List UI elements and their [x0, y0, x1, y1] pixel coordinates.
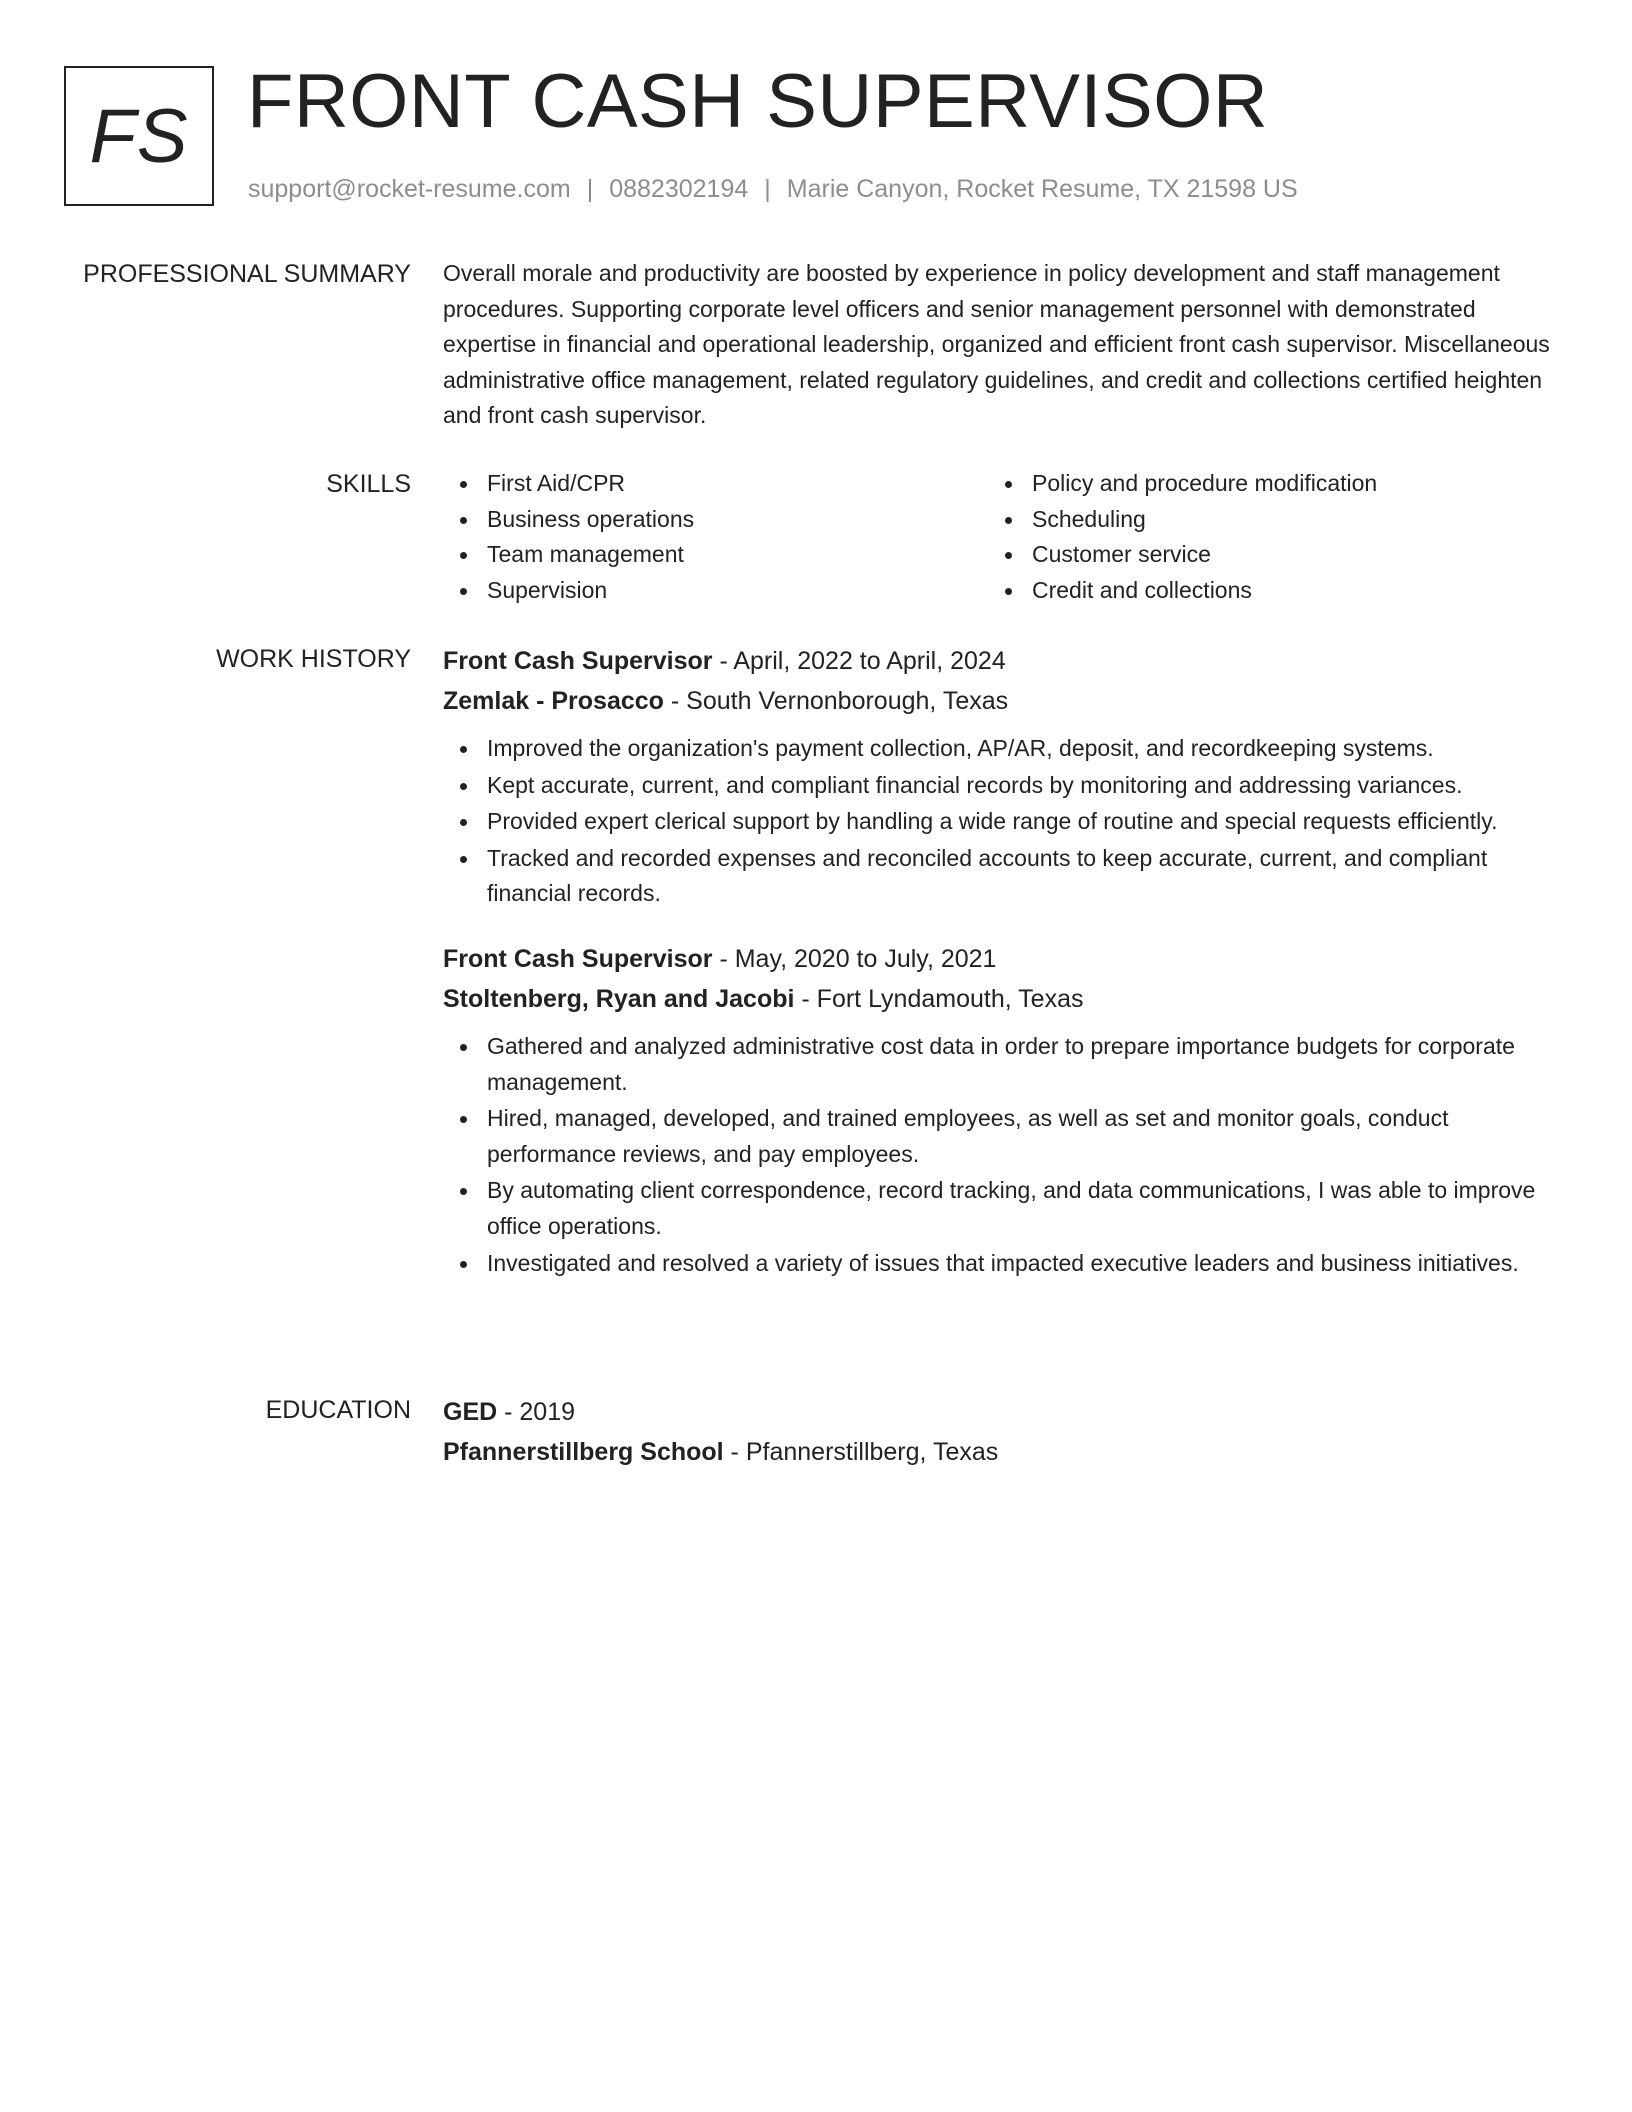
- section-label-summary: PROFESSIONAL SUMMARY: [83, 260, 411, 288]
- skill-item: Business operations: [487, 502, 988, 538]
- contact-email: support@rocket-resume.com: [248, 175, 571, 203]
- contact-separator: |: [764, 175, 771, 203]
- job-bullet: Gathered and analyzed administrative cost data in order to prepare importance budgets for corporate management.: [487, 1029, 1553, 1100]
- section-label-education: EDUCATION: [265, 1396, 411, 1424]
- education-degree-line: GED - 2019: [443, 1398, 576, 1426]
- skills-body: [443, 466, 1553, 608]
- summary-body: [443, 256, 1553, 434]
- job-dates: April, 2022 to April, 2024: [733, 647, 1006, 675]
- skill-item: Policy and procedure modification: [1032, 466, 1533, 502]
- job-company: Stoltenberg, Ryan and Jacobi: [443, 984, 795, 1013]
- job-bullet: Tracked and recorded expenses and reconciled accounts to keep accurate, current, and compliant financial records.: [487, 841, 1553, 912]
- job-title-line: Front Cash Supervisor - April, 2022 to April, 2024: [443, 647, 1006, 675]
- skill-item: Team management: [487, 537, 988, 573]
- job-entry: [443, 641, 1553, 912]
- education-school: Pfannerstillberg School: [443, 1438, 724, 1466]
- education-body: [443, 1392, 1553, 1472]
- job-location: Fort Lyndamouth, Texas: [816, 984, 1084, 1013]
- job-bullet: Improved the organization's payment collection, AP/AR, deposit, and recordkeeping systems.: [487, 731, 1553, 767]
- contact-separator: |: [586, 175, 594, 203]
- skills-column-right: [988, 466, 1533, 608]
- education-degree: GED: [443, 1398, 498, 1426]
- page-title: FRONT CASH SUPERVISOR: [247, 59, 1269, 144]
- job-location: South Vernonborough, Texas: [686, 687, 1009, 715]
- job-title: Front Cash Supervisor: [443, 647, 713, 675]
- job-bullet: By automating client correspondence, record tracking, and data communications, I was able to improve office operations.: [487, 1173, 1553, 1244]
- skill-item: Scheduling: [1032, 502, 1533, 538]
- job-bullet: Hired, managed, developed, and trained employees, as well as set and monitor goals, conduct performance reviews, and pay employees.: [487, 1101, 1553, 1172]
- contact-line: [248, 174, 1298, 204]
- monogram-logo: FS: [64, 66, 214, 206]
- job-bullet: Provided expert clerical support by handling a wide range of routine and special requests efficiently.: [487, 804, 1553, 840]
- education-school-line: Pfannerstillberg School - Pfannerstillberg, Texas: [443, 1438, 999, 1466]
- section-label-work-history: WORK HISTORY: [216, 645, 411, 673]
- job-dates: May, 2020 to July, 2021: [734, 944, 997, 973]
- skill-item: Customer service: [1032, 537, 1533, 573]
- job-bullet: Kept accurate, current, and compliant financial records by monitoring and addressing variances.: [487, 768, 1553, 804]
- job-entry: [443, 939, 1553, 1281]
- contact-phone: 0882302194: [609, 175, 749, 203]
- skills-grid: [443, 466, 1553, 608]
- education-location: Pfannerstillberg, Texas: [745, 1438, 999, 1466]
- job-bullet: Investigated and resolved a variety of issues that impacted executive leaders and business initiatives.: [487, 1246, 1553, 1282]
- job-company: Zemlak - Prosacco: [443, 687, 664, 715]
- contact-address: Marie Canyon, Rocket Resume, TX 21598 US: [786, 175, 1298, 203]
- skills-column-left: [443, 466, 988, 608]
- job-company-line: Stoltenberg, Ryan and Jacobi - Fort Lyndamouth, Texas: [443, 984, 1084, 1013]
- skill-item: Credit and collections: [1032, 573, 1533, 609]
- work-history-body: [443, 641, 1553, 1282]
- skill-item: First Aid/CPR: [487, 466, 988, 502]
- job-title-line: Front Cash Supervisor - May, 2020 to July, 2021: [443, 944, 997, 973]
- job-bullets: [443, 731, 1553, 912]
- section-label-skills: SKILLS: [326, 470, 411, 498]
- job-bullets: [443, 1029, 1553, 1281]
- summary-text: Overall morale and productivity are boosted by experience in policy development and staff management procedures. Supporting corporate level officers and senior management personnel with demonstrated expertise in financial and operational leadership, organized and efficient front cash supervisor. Miscellaneous administrative office management, related regulatory guidelines, and credit and collections certified heighten and front cash supervisor.: [443, 260, 1550, 429]
- education-year: 2019: [519, 1398, 576, 1426]
- job-company-line: Zemlak - Prosacco - South Vernonborough, Texas: [443, 687, 1009, 715]
- job-title: Front Cash Supervisor: [443, 944, 713, 973]
- skill-item: Supervision: [487, 573, 988, 609]
